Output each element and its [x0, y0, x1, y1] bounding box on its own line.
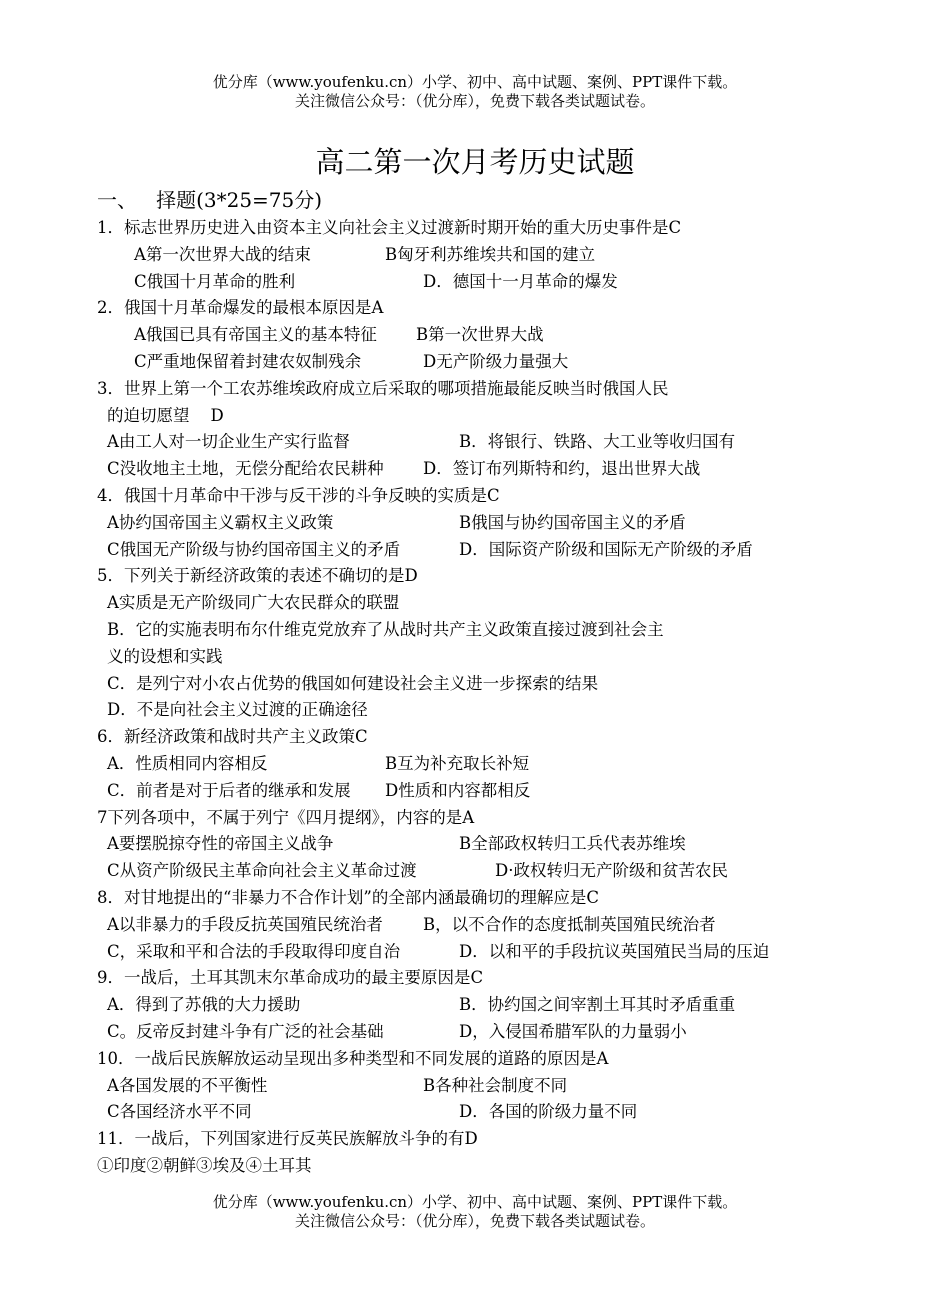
text-line [97, 510, 937, 537]
text-line [97, 322, 937, 349]
header-line-1: 优分库（www.youfenku.cn）小学、初中、高中试题、案例、PPT课件下载。 [212, 73, 738, 91]
option-text: C．前者是对于后者的继承和发展 [107, 780, 351, 800]
option-text: B俄国与协约国帝国主义的矛盾 [459, 512, 686, 532]
option-text: C俄国无产阶级与协约国帝国主义的矛盾 [107, 539, 401, 559]
text-line [97, 483, 937, 510]
text-line [97, 697, 937, 724]
question-text: 7下列各项中，不属于列宁《四月提纲》，内容的是A [97, 807, 475, 827]
text-line [97, 242, 937, 269]
option-text: A．性质相同内容相反 [107, 753, 268, 773]
question-text: 的迫切愿望 D [107, 405, 224, 425]
text-line [97, 858, 937, 885]
text-line [97, 590, 937, 617]
question-text: C．是列宁对小农占优势的俄国如何建设社会主义进一步探索的结果 [107, 673, 599, 693]
question-text: 10．一战后民族解放运动呈现出多种类型和不同发展的道路的原因是A [97, 1048, 609, 1068]
option-text: A以非暴力的手段反抗英国殖民统治者 [107, 914, 383, 934]
option-text: B，以不合作的态度抵制英国殖民统治者 [423, 914, 716, 934]
question-text: 义的设想和实践 [107, 646, 223, 666]
text-line [97, 349, 937, 376]
header-line-2: 关注微信公众号：（优分库），免费下载各类试题试卷。 [294, 92, 655, 110]
option-text: D性质和内容都相反 [385, 780, 531, 800]
option-text: B．将银行、铁路、大工业等收归国有 [459, 432, 736, 452]
question-text: 3．世界上第一个工农苏维埃政府成立后采取的哪项措施最能反映当时俄国人民 [97, 378, 669, 398]
text-line [97, 269, 937, 296]
question-text: A实质是无产阶级同广大农民群众的联盟 [107, 593, 400, 613]
option-text: A俄国已具有帝国主义的基本特征 [134, 325, 377, 345]
text-line [97, 403, 937, 430]
option-text: C。反帝反封建斗争有广泛的社会基础 [107, 1021, 384, 1041]
text-line [97, 805, 937, 832]
text-line [97, 992, 937, 1019]
text-line [97, 456, 937, 483]
option-text: D．签订布列斯特和约，退出世界大战 [423, 459, 701, 479]
option-text: A各国发展的不平衡性 [107, 1075, 268, 1095]
text-line [97, 939, 937, 966]
text-line [97, 215, 937, 242]
option-text: C各国经济水平不同 [107, 1102, 252, 1122]
option-text: A．得到了苏俄的大力援助 [107, 995, 301, 1015]
text-line [97, 1073, 937, 1100]
option-text: D，入侵国希腊军队的力量弱小 [459, 1021, 687, 1041]
option-text: D·政权转归无产阶级和贫苦农民 [495, 861, 728, 881]
option-text: A第一次世界大战的结束 [134, 244, 311, 264]
footer-banner [0, 1193, 950, 1231]
question-text: ①印度②朝鲜③埃及④土耳其 [97, 1155, 312, 1175]
option-text: A协约国帝国主义霸权主义政策 [107, 512, 334, 532]
option-text: C，采取和平和合法的手段取得印度自治 [107, 941, 401, 961]
option-text: C从资产阶级民主革命向社会主义革命过渡 [107, 861, 417, 881]
text-line [97, 1019, 937, 1046]
option-text: B第一次世界大战 [416, 325, 544, 345]
text-line [97, 965, 937, 992]
option-text: A要摆脱掠夺性的帝国主义战争 [107, 834, 334, 854]
question-text: 11．一战后，下列国家进行反英民族解放斗争的有D [97, 1129, 478, 1149]
option-text: B互为补充取长补短 [385, 753, 530, 773]
text-line [97, 537, 937, 564]
option-text: D．国际资产阶级和国际无产阶级的矛盾 [459, 539, 753, 559]
text-line [97, 429, 937, 456]
text-line [97, 831, 937, 858]
question-text: 2．俄国十月革命爆发的最根本原因是A [97, 298, 384, 318]
text-line [97, 617, 937, 644]
question-text: D．不是向社会主义过渡的正确途径 [107, 700, 368, 720]
option-text: C没收地主土地，无偿分配给农民耕种 [107, 459, 384, 479]
question-text: 5．下列关于新经济政策的表述不确切的是D [97, 566, 418, 586]
question-text: 6．新经济政策和战时共产主义政策C [97, 727, 368, 747]
text-line [97, 1046, 937, 1073]
question-text: 4．俄国十月革命中干涉与反干涉的斗争反映的实质是C [97, 485, 500, 505]
text-line [97, 671, 937, 698]
text-line [97, 1153, 937, 1180]
option-text: D．各国的阶级力量不同 [459, 1102, 638, 1122]
option-text: B各种社会制度不同 [423, 1075, 568, 1095]
text-line [97, 295, 937, 322]
text-line [97, 912, 937, 939]
text-line [97, 1099, 937, 1126]
text-line [97, 1126, 937, 1153]
footer-line-2: 关注微信公众号：（优分库），免费下载各类试题试卷。 [294, 1212, 655, 1230]
option-text: D．德国十一月革命的爆发 [423, 271, 618, 291]
option-text: B．协约国之间宰割土耳其时矛盾重重 [459, 995, 736, 1015]
text-line [97, 885, 937, 912]
option-text: B全部政权转归工兵代表苏维埃 [459, 834, 686, 854]
text-line [97, 724, 937, 751]
option-text: A由工人对一切企业生产实行监督 [107, 432, 350, 452]
question-text: 8．对甘地提出的“非暴力不合作计划”的全部内涵最确切的理解应是C [97, 887, 599, 907]
text-line [97, 644, 937, 671]
option-text: C俄国十月革命的胜利 [134, 271, 296, 291]
question-text: B．它的实施表明布尔什维克党放弃了从战时共产主义政策直接过渡到社会主 [107, 619, 664, 639]
question-text: 1．标志世界历史进入由资本主义向社会主义过渡新时期开始的重大历史事件是C [97, 218, 682, 237]
footer-line-1: 优分库（www.youfenku.cn）小学、初中、高中试题、案例、PPT课件下载。 [212, 1193, 738, 1211]
text-line [97, 778, 937, 805]
option-text: C严重地保留着封建农奴制残余 [134, 351, 362, 371]
option-text: D无产阶级力量强大 [423, 351, 569, 371]
question-text: 9．一战后，土耳其凯末尔革命成功的最主要原因是C [97, 968, 484, 988]
section-heading: 一、 择题(3*25=75分) [97, 188, 323, 212]
page-title: 高二第一次月考历史试题 [315, 145, 635, 179]
option-text: B匈牙利苏维埃共和国的建立 [385, 244, 596, 264]
question-list [97, 215, 937, 1180]
text-line [97, 563, 937, 590]
header-banner [0, 73, 950, 111]
text-line [97, 376, 937, 403]
option-text: D．以和平的手段抗议英国殖民当局的压迫 [459, 941, 770, 961]
text-line [97, 751, 937, 778]
